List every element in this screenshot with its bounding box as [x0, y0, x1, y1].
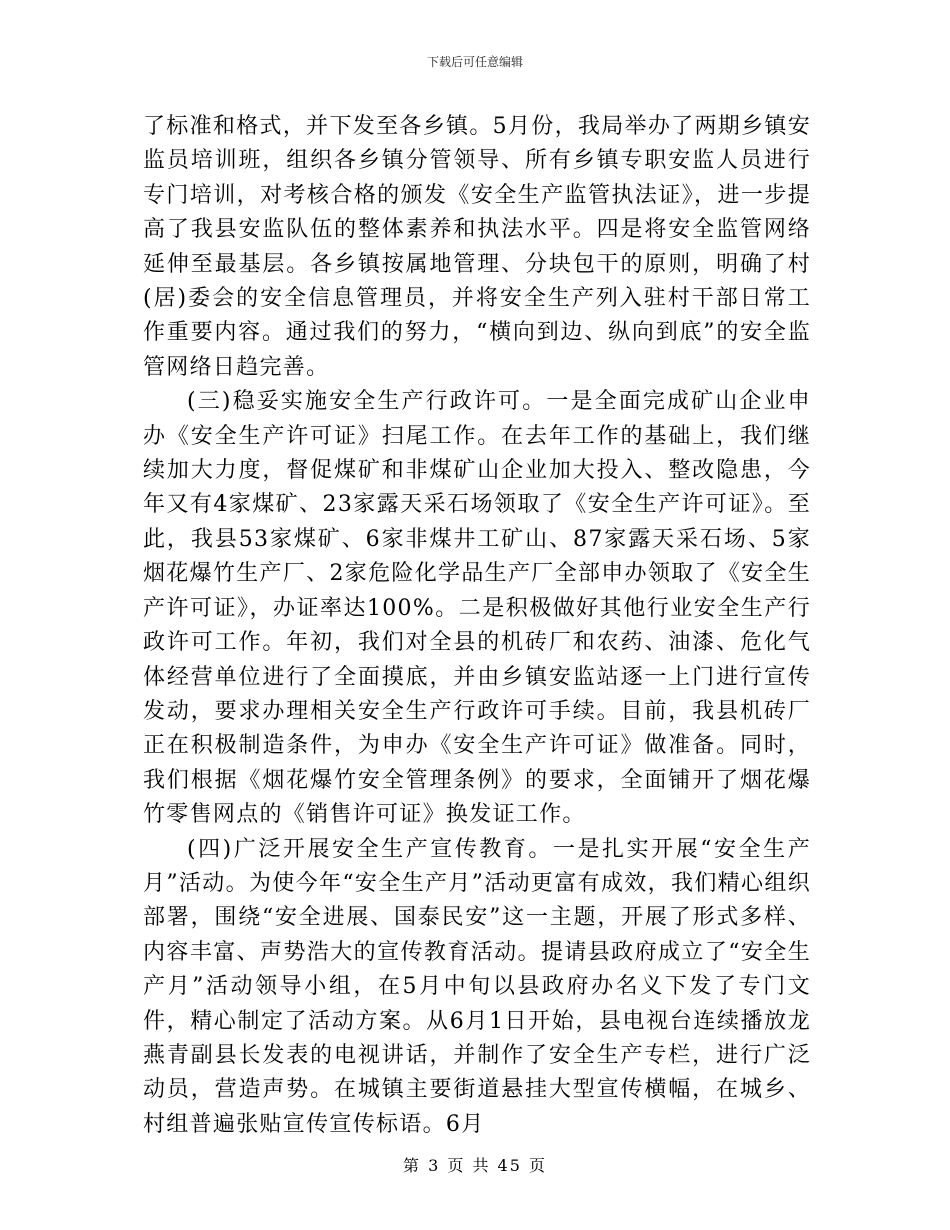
page-number: 第 3 页 共 45 页 — [403, 1156, 547, 1175]
paragraph-section-4: (四)广泛开展安全生产宣传教育。一是扎实开展“安全生产月”活动。为使今年“安全生产月”活动更富有成效，我们精心组织部署，围绕“安全进展、国泰民安”这一主题，开展了形式多样、内容丰富、声势浩大的宣传教育活动。提请县政府成立了“安全生产月”活动领导小组，在5月中旬以县政府办名义下发了专门文件，精心制定了活动方案。从6月1日开始，县电视台连续播放龙燕青副县长发表的电视讲话，并制作了安全生产专栏，进行广泛动员，营造声势。在城镇主要街道悬挂大型宣传横幅，在城乡、村组普遍张贴宣传宣传标语。6月 — [143, 836, 811, 1137]
document-body — [143, 110, 811, 1142]
paragraph-continuation: 了标准和格式，并下发至各乡镇。5月份，我局举办了两期乡镇安监员培训班，组织各乡镇分管领导、所有乡镇专职安监人员进行专门培训，对考核合格的颁发《安全生产监管执法证》，进一步提高了我县安监队伍的整体素养和执法水平。四是将安全监管网络延伸至最基层。各乡镇按属地管理、分块包干的原则，明确了村(居)委会的安全信息管理员，并将安全生产列入驻村干部日常工作重要内容。通过我们的努力，“横向到边、纵向到底”的安全监管网络日趋完善。 — [143, 114, 811, 380]
page-header-note: 下载后可任意编辑 — [426, 55, 523, 69]
paragraph-section-3: (三)稳妥实施安全生产行政许可。一是全面完成矿山企业申办《安全生产许可证》扫尾工作。在去年工作的基础上，我们继续加大力度，督促煤矿和非煤矿山企业加大投入、整改隐患，今年又有4家煤矿、23家露天采石场领取了《安全生产许可证》。至此，我县53家煤矿、6家非煤井工矿山、87家露天采石场、5家烟花爆竹生产厂、2家危险化学品生产厂全部申办领取了《安全生产许可证》，办证率达100%。二是积极做好其他行业安全生产行政许可工作。年初，我们对全县的机砖厂和农药、油漆、危化气体经营单位进行了全面摸底，并由乡镇安监站逐一上门进行宣传发动，要求办理相关安全生产行政许可手续。目前，我县机砖厂正在积极制造条件，为申办《安全生产许可证》做准备。同时，我们根据《烟花爆竹安全管理条例》的要求，全面铺开了烟花爆竹零售网点的《销售许可证》换发证工作。 — [143, 389, 811, 828]
